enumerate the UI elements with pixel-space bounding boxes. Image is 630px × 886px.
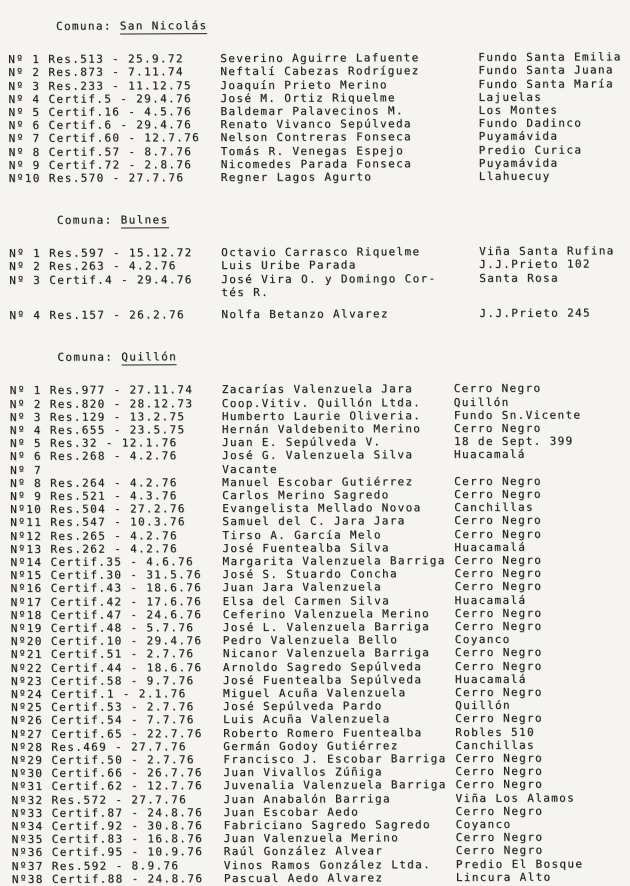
holder-name: Nelson Contreras Fonseca (220, 130, 412, 145)
holder-name: Raúl González Alvear (223, 844, 384, 859)
holder-name: José Vira O. y Domingo Cor- tés R. (221, 271, 437, 299)
holder-name: Luis Acuña Valenzuela (223, 712, 391, 727)
place-name: Puyamávida (478, 129, 559, 144)
holder-name: José M. Ortiz Riquelme (220, 90, 396, 105)
place-name: Huacamalá (454, 593, 527, 607)
entry-number: Nº30 (11, 767, 44, 781)
entry-number: Nº12 (10, 529, 43, 543)
place-name: Cerro Negro (454, 580, 543, 594)
place-name: Fundo Santa Emilia (478, 50, 622, 65)
holder-name: José Sepúlveda Pardo (223, 699, 383, 714)
comuna-section (9, 336, 630, 886)
comuna-section (8, 4, 629, 185)
place-name: Huacamalá (453, 448, 526, 462)
entry-number: Nº 4 (9, 423, 42, 437)
holder-name: Juan Anabalón Barriga (223, 791, 391, 806)
holder-name: Tirso A. García Melo (222, 527, 382, 542)
holder-name: Margarita Valenzuela Barriga (222, 554, 446, 569)
place-name: Coyanco (455, 817, 512, 832)
entry-number: Nº24 (11, 687, 43, 702)
entry-number: Nº 1 (9, 247, 42, 261)
entry-number: Nº 6 (8, 118, 41, 133)
comuna-header (8, 4, 628, 48)
holder-name: Tomás R. Venegas Espejo (220, 143, 405, 158)
place-name: Predio Curica (478, 142, 583, 157)
registration-and-date: Res.157 - 26.2.76 (49, 308, 185, 322)
entry-number: Nº35 (11, 833, 44, 847)
entry-number: Nº26 (11, 714, 44, 728)
holder-name: Juvenalia Valenzuela Barriga (223, 778, 447, 793)
place-name: Cerro Negro (454, 474, 542, 488)
place-name: 18 de Sept. 399 (453, 434, 574, 449)
registration-and-date: Res.129 - 13.2.75 (49, 409, 186, 424)
comuna-label: Comuna: (55, 19, 112, 33)
holder-name: Neftalí Cabezas Rodríguez (220, 64, 420, 79)
place-name: Cerro Negro (454, 685, 543, 700)
place-name: Predio El Bosque (455, 857, 584, 871)
holder-name: Juan Valenzuela Merino (223, 831, 400, 846)
holder-name: Ceferino Valenzuela Merino (222, 606, 431, 621)
holder-name: Coop.Vitiv. Quillón Ltda. (221, 395, 422, 410)
holder-name: Pedro Valenzuela Bello (222, 633, 399, 648)
registration-and-date: Certif.72 - 2.8.76 (48, 157, 193, 172)
holder-name: Nolfa Betanzo Alvarez (221, 307, 389, 322)
entry-number: Nº23 (10, 674, 43, 688)
place-name: Cerro Negro (455, 778, 544, 792)
entry-number: Nº 3 (9, 273, 42, 287)
place-name: Cerro Negro (454, 566, 543, 581)
entry-number: Nº36 (11, 846, 44, 860)
comuna-label: Comuna: (57, 350, 114, 365)
holder-name: Elsa del Carmen Silva (222, 593, 391, 608)
holder-name: Germán Godoy Gutiérrez (223, 739, 399, 753)
registration-and-date: Certif.48 - 5.7.76 (50, 621, 195, 635)
registration-and-date: Res.264 - 4.2.76 (50, 476, 178, 490)
entry-number: Nº10 (8, 171, 41, 185)
entry-number: Nº11 (10, 516, 43, 530)
comuna-rows (9, 245, 629, 323)
holder-name: Juan Vivallos Zúñiga (223, 765, 383, 780)
registration-and-date: Certif.58 - 9.7.76 (50, 674, 195, 688)
place-name: Cerro Negro (454, 606, 543, 620)
place-name: Fundo Sn.Vicente (453, 408, 582, 422)
comuna-label: Comuna: (56, 213, 113, 228)
registration-and-date: Certif.66 - 26.7.76 (51, 766, 203, 781)
registration-and-date: Res.504 - 27.2.76 (50, 502, 186, 516)
registration-and-date: Certif.43 - 18.6.76 (50, 581, 203, 596)
holder-name: Luis Uribe Parada (221, 258, 357, 273)
comuna-section (9, 198, 630, 322)
registration-and-date: Certif.83 - 16.8.76 (51, 832, 204, 847)
registration-and-date: Res.820 - 28.12.73 (49, 396, 194, 411)
entry-number: Nº 3 (9, 410, 42, 424)
registration-and-date: Res.597 - 15.12.72 (49, 246, 193, 261)
holder-name: Hernán Valdebenito Merino (221, 422, 422, 437)
registration-and-date: Res.233 - 11.12.75 (48, 78, 192, 93)
registration-and-date: Res.513 - 25.9.72 (48, 52, 184, 66)
holder-name: José Fuentealba Sepúlveda (222, 673, 423, 687)
place-name: Cerro Negro (454, 619, 543, 634)
holder-name: Baldemar Palavecinos M. (220, 104, 404, 118)
place-name (454, 461, 630, 475)
registration-and-date: Certif.87 - 24.8.76 (51, 805, 204, 820)
entry-number: Nº16 (10, 582, 43, 596)
comuna-name: Bulnes (120, 213, 169, 227)
holder-name: Juan Escobar Aedo (223, 805, 360, 819)
registration-and-date: Certif.95 - 10.9.76 (51, 845, 204, 860)
registration-and-date: Res.570 - 27.7.76 (48, 171, 185, 185)
entry-number: Nº31 (11, 780, 44, 794)
entry-number: Nº 9 (8, 158, 41, 172)
entry-number: Nº 1 (9, 384, 42, 398)
registration-and-date: Certif.53 - 2.7.76 (51, 700, 195, 715)
place-name: Cerro Negro (454, 487, 542, 502)
place-name: Fundo Santa Juana (478, 63, 614, 78)
comuna-name: Quillón (121, 350, 178, 364)
place-name: Cerro Negro (454, 527, 543, 541)
registration-and-date: Res.873 - 7.11.74 (48, 65, 184, 80)
place-name: Cerro Negro (455, 712, 543, 726)
entry-number: Nº 5 (8, 105, 41, 119)
place-name: Cerro Negro (453, 382, 542, 396)
entry-number: Nº14 (10, 555, 43, 569)
registration-and-date: Certif.60 - 12.7.76 (48, 131, 201, 146)
entry-number: Nº17 (10, 595, 43, 609)
place-name: J.J.Prieto 245 (479, 306, 592, 320)
entry-number: Nº27 (11, 727, 44, 741)
place-name: Cerro Negro (453, 421, 542, 436)
entry-number: Nº32 (11, 793, 44, 807)
place-name: Fundo Santa María (478, 76, 614, 91)
registration-and-date: Res.572 - 27.7.76 (51, 792, 188, 807)
registration-and-date: Certif.47 - 24.6.76 (50, 607, 203, 622)
holder-name: Regner Lagos Agurto (220, 170, 373, 184)
holder-name: Zacarías Valenzuela Jara (221, 382, 414, 397)
registration-and-date: Res.547 - 10.3.76 (50, 515, 186, 530)
entry-number: Nº29 (11, 753, 44, 768)
place-name: Quillón (455, 699, 511, 713)
entry-number: Nº 4 (9, 308, 42, 323)
registration-and-date: Res.469 - 27.7.76 (51, 740, 187, 754)
holder-name: Juan Jara Valenzuela (222, 580, 383, 595)
registration-and-date: Certif.5 - 29.4.76 (48, 91, 192, 106)
holder-name: Carlos Merino Sagredo (222, 488, 390, 503)
holder-name: Octavio Carrasco Riquelme (221, 245, 421, 260)
entry-number: Nº 2 (9, 397, 42, 411)
registration-and-date: Certif.1 - 2.1.76 (51, 687, 187, 701)
registration-and-date: Certif.62 - 12.7.76 (51, 779, 203, 794)
place-name: Santa Rosa (479, 271, 559, 285)
registration-and-date: Res.262 - 4.2.76 (50, 542, 178, 556)
entry-number: Nº20 (10, 635, 43, 649)
holder-name: Fabriciano Sagredo Sagredo (223, 818, 431, 833)
registration-and-date: Res.592 - 8.9.76 (51, 858, 180, 873)
entry-number: Nº33 (11, 806, 44, 820)
entry-number: Nº10 (10, 503, 43, 517)
place-name: Viña Los Alamos (455, 791, 576, 805)
entry-number: Nº28 (11, 740, 44, 754)
entry-number: Nº21 (10, 648, 43, 662)
registration-and-date: Certif.10 - 29.4.76 (50, 634, 203, 649)
holder-name: José S. Stuardo Concha (222, 567, 398, 582)
place-name: Cerro Negro (454, 553, 543, 568)
registry-row (9, 169, 629, 185)
entry-number: Nº25 (11, 701, 44, 715)
comuna-rows (10, 382, 630, 886)
holder-name: Vinos Ramos González Ltda. (223, 857, 432, 872)
entry-number: Nº19 (10, 621, 43, 635)
entry-number: Nº 4 (8, 92, 41, 106)
registration-and-date: Res.977 - 27.11.74 (49, 383, 194, 398)
holder-name: Nicanor Valenzuela Barriga (222, 646, 431, 661)
holder-name: Renato Vivanco Sepúlveda (220, 117, 412, 132)
holder-name: Manuel Escobar Gutiérrez (222, 474, 414, 489)
place-name: Cerro Negro (455, 844, 544, 858)
place-name: Coyanco (454, 633, 511, 647)
holder-name: Nicomedes Parada Fonseca (220, 156, 413, 171)
registration-and-date: Certif.16 - 4.5.76 (48, 105, 193, 119)
registration-and-date: Certif.4 - 29.4.76 (49, 272, 193, 287)
holder-name: Joaquín Prieto Merino (220, 77, 388, 92)
registration-and-date: Res.32 - 12.1.76 (49, 436, 178, 450)
entry-number: Nº 2 (8, 66, 41, 80)
holder-name: Samuel del C. Jara Jara (222, 514, 406, 529)
place-name: Puyamávida (478, 156, 559, 170)
entry-number: Nº 5 (9, 437, 42, 451)
entry-number: Nº18 (10, 608, 43, 622)
registry-row (9, 271, 629, 300)
entry-number: Nº 7 (8, 132, 41, 146)
place-name: Lajuelas (478, 90, 543, 104)
registration-and-date: Certif.30 - 31.5.76 (50, 568, 203, 583)
holder-name: Juan E. Sepúlveda V. (221, 435, 382, 450)
place-name: Quillón (453, 395, 510, 409)
holder-name: Severino Aguirre Lafuente (220, 51, 420, 66)
entry-number: Nº 9 (10, 489, 43, 503)
holder-name: José Fuentealba Silva (222, 541, 390, 555)
entry-number: Nº34 (11, 819, 44, 834)
comuna-header (9, 198, 629, 242)
entry-number: Nº 3 (8, 79, 41, 93)
entry-number: Nº 7 (10, 463, 42, 477)
place-name: Robles 510 (455, 725, 535, 739)
place-name: Llahuecuy (478, 169, 551, 183)
place-name: Cerro Negro (455, 804, 544, 818)
holder-name: Francisco J. Escobar Barriga (223, 752, 447, 767)
registration-and-date: Certif.44 - 18.6.76 (50, 660, 203, 675)
place-name: Cerro Negro (455, 751, 544, 766)
entry-number: Nº37 (11, 859, 44, 873)
registration-and-date: Certif.51 - 2.7.76 (50, 647, 195, 662)
registration-and-date: Res.265 - 4.2.76 (50, 528, 178, 543)
registration-and-date: Certif.65 - 22.7.76 (51, 726, 203, 741)
place-name: Canchillas (454, 500, 534, 515)
place-name: Huacamalá (454, 540, 527, 554)
registration-and-date (50, 463, 222, 477)
entry-number: Nº22 (10, 661, 43, 675)
holder-name: Pascual Aedo Alvarez (223, 871, 384, 885)
registration-and-date: Certif.35 - 4.6.76 (50, 555, 194, 569)
place-name: Cerro Negro (455, 764, 544, 779)
entry-number: Nº 1 (8, 52, 41, 67)
registration-and-date: Certif.6 - 29.4.76 (48, 118, 193, 132)
entry-number: Nº38 (11, 872, 44, 886)
registration-and-date: Certif.88 - 24.8.76 (51, 872, 204, 886)
holder-name: José L. Valenzuela Barriga (222, 620, 431, 635)
entry-number: Nº 6 (9, 450, 42, 464)
comuna-name: San Nicolás (119, 19, 208, 33)
place-name: Cerro Negro (454, 659, 543, 673)
holder-name: Evangelista Mellado Novoa (222, 501, 422, 516)
registration-and-date: Res.655 - 23.5.75 (49, 423, 186, 437)
registration-and-date: Certif.57 - 8.7.76 (48, 144, 193, 159)
registration-and-date: Certif.92 - 30.8.76 (51, 819, 204, 833)
registration-and-date: Certif.54 - 7.7.76 (51, 713, 195, 728)
entry-number: Nº13 (10, 542, 43, 556)
holder-name: José G. Valenzuela Silva (221, 448, 414, 463)
registration-and-date: Res.263 - 4.2.76 (49, 259, 177, 274)
place-name: Lincura Alto (455, 870, 552, 884)
place-name: J.J.Prieto 102 (479, 257, 591, 272)
place-name: Los Montes (478, 103, 559, 117)
place-name: Viña Santa Rufina (479, 244, 615, 259)
registry-row (9, 306, 629, 322)
registration-and-date: Res.521 - 4.3.76 (50, 489, 178, 503)
comuna-rows (8, 50, 629, 185)
place-name: Cerro Negro (454, 646, 543, 660)
place-name: Cerro Negro (455, 830, 544, 845)
registry-row (12, 870, 630, 886)
comuna-header (9, 336, 629, 380)
holder-name: Humberto Laurie Oliveria. (221, 408, 422, 423)
entry-number: Nº 8 (10, 476, 43, 490)
place-name: Huacamalá (454, 672, 527, 686)
holder-name: Arnoldo Sagredo Sepúlveda (222, 659, 423, 674)
entry-number: Nº 2 (9, 260, 42, 274)
holder-name: Miguel Acuña Valenzuela (223, 686, 407, 701)
registration-and-date: Res.268 - 4.2.76 (49, 449, 178, 464)
holder-name: Vacante (222, 462, 278, 476)
place-name: Canchillas (455, 738, 536, 752)
holder-name: Roberto Romero Fuentealba (223, 725, 423, 740)
registration-and-date: Certif.42 - 17.6.76 (50, 594, 203, 609)
registration-and-date: Certif.50 - 2.7.76 (51, 753, 195, 767)
entry-number: Nº15 (10, 569, 43, 583)
entry-number: Nº 8 (8, 145, 41, 159)
place-name: Fundo Dadinco (478, 116, 583, 131)
place-name: Cerro Negro (454, 514, 543, 528)
